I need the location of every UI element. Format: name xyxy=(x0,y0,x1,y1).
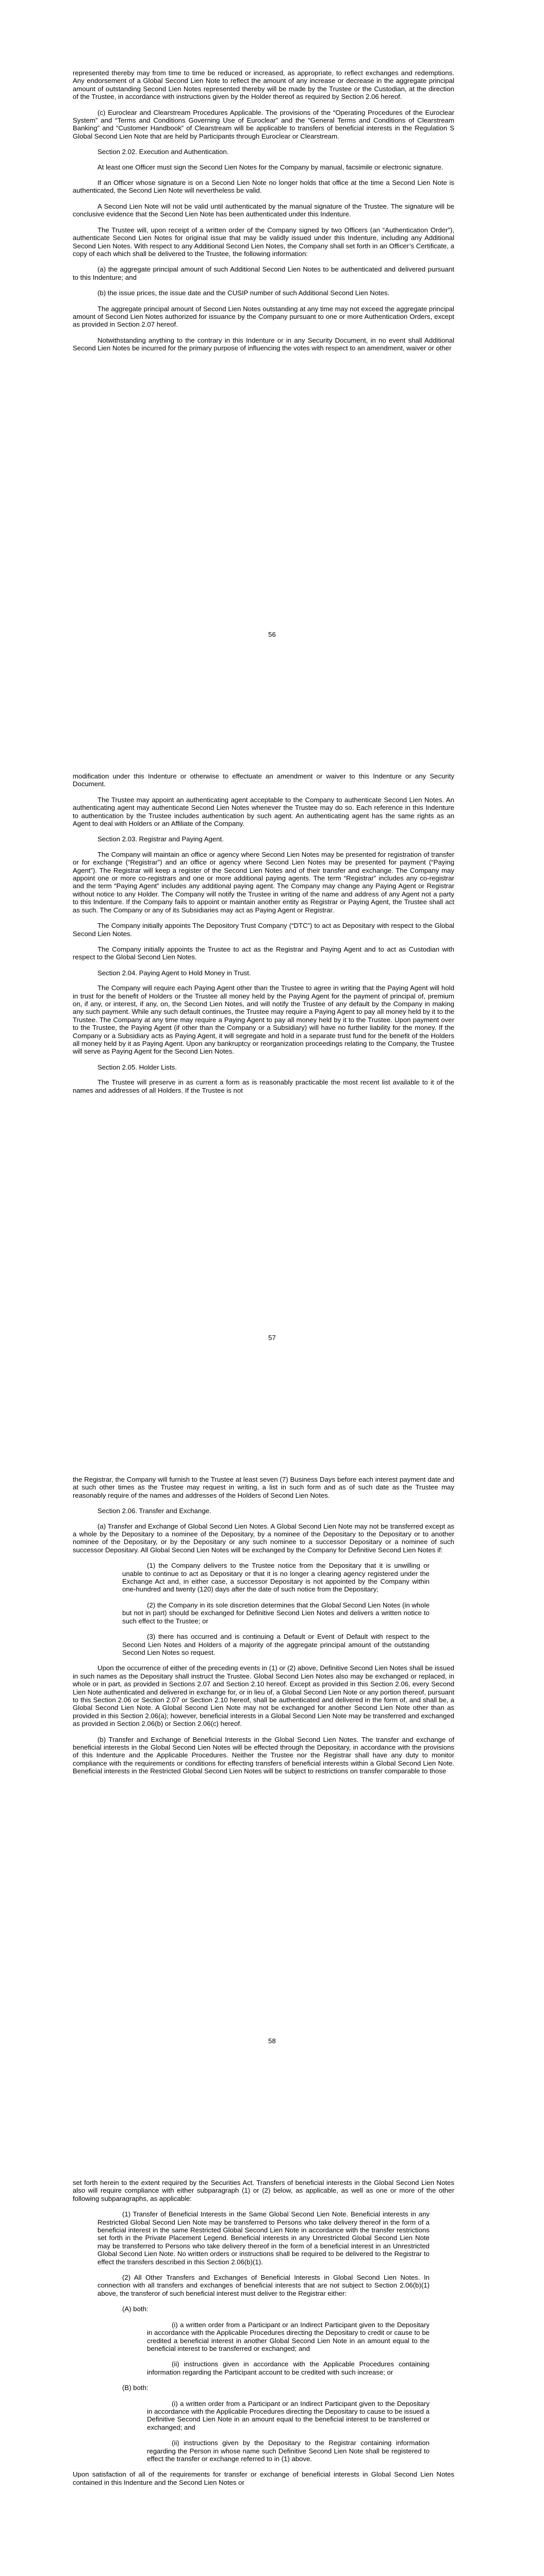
list-item: (b) the issue prices, the issue date and the CUSIP number of such Additional Second Lien Notes. xyxy=(97,289,390,297)
page-57 xyxy=(0,703,544,1406)
paragraph: The aggregate principal amount of Second Lien Notes outstanding at any time may not exceed the aggregate principal amount of Second Lien Notes authorized for issuance by the Company pursuant to one or more Authentication Orders, except as provided in Section 2.07 hereof. xyxy=(73,304,454,329)
page-59 xyxy=(0,2110,544,2576)
paragraph: (c) Euroclear and Clearstream Procedures Applicable. The provisions of the “Operating Procedures of the Euroclear System” and “Terms and Conditions Governing Use of Euroclear” and the “General Terms and Conditions of Clearstream Banking” and “Customer Handbook” of Clearstream will be applicable to transfers of beneficial interests in the Regulation S Global Second Lien Note that are held by Participants through Euroclear or Clearstream. xyxy=(73,108,454,140)
paragraph: If an Officer whose signature is on a Second Lien Note no longer holds that office at the time a Second Lien Note is authenticated, the Second Lien Note will nevertheless be valid. xyxy=(73,179,454,195)
paragraph: The Company initially appoints the Trustee to act as the Registrar and Paying Agent and to act as Custodian with respect to the Global Second Lien Notes. xyxy=(73,945,454,961)
paragraph: represented thereby may from time to time be reduced or increased, as appropriate, to reflect exchanges and redemptions. Any endorsement of a Global Second Lien Note to reflect the amount of any increase or decrease in the aggregate principal amount of outstanding Second Lien Notes represented thereby will be made by the Trustee or the Custodian, at the direction of the Trustee, in accordance with instructions given by the Holder thereof as required by Section 2.06 hereof. xyxy=(73,69,454,101)
paragraph: The Company initially appoints The Depository Trust Company (“DTC”) to act as Depositary with respect to the Global Second Lien Notes. xyxy=(73,922,454,938)
paragraph: Upon the occurrence of either of the preceding events in (1) or (2) above, Definitive Second Lien Notes shall be issued in such names as the Depositary shall instruct the Trustee. Global Second Lien Notes also may be exchanged or replaced, in whole or in part, as provided in Sections 2.07 and Section 2.10 hereof. Except as provided in this Section 2.06, every Second Lien Note authenticated and delivered in exchange for, or in lieu of, a Global Second Lien Note or any portion thereof, pursuant to this Section 2.06 or Section 2.07 or Section 2.10 hereof, shall be authenticated and delivered in the form of, and shall be, a Global Second Lien Note. A Global Second Lien Note may not be exchanged for another Second Lien Note other than as provided in this Section 2.06(a); however, beneficial interests in a Global Second Lien Note may be transferred and exchanged as provided in Section 2.06(b) or Section 2.06(c) hereof. xyxy=(73,1664,454,1728)
paragraph: The Trustee will preserve in as current a form as is reasonably practicable the most recent list available to it of the names and addresses of all Holders. If the Trustee is not xyxy=(73,1078,454,1094)
list-item: (3) there has occurred and is continuing a Default or Event of Default with respect to the Second Lien Notes and Holders of a majority of the aggregate principal amount of the outstanding Second Lien Notes so request. xyxy=(122,1633,430,1656)
paragraph: Upon satisfaction of all of the requirements for transfer or exchange of beneficial interests in Global Second Lien Notes contained in this Indenture and the Second Lien Notes or xyxy=(73,2470,454,2486)
page-number: 58 xyxy=(268,2037,276,2045)
paragraph: Notwithstanding anything to the contrary in this Indenture or in any Security Document, in no event shall Additional Second Lien Notes be incurred for the primary purpose of influencing the votes with respect to an amendment, waiver or other xyxy=(73,336,454,352)
list-item: (a) the aggregate principal amount of such Additional Second Lien Notes to be authenticated and delivered pursuant to this Indenture; and xyxy=(73,265,454,281)
page-body xyxy=(73,69,454,360)
list-label: (A) both: xyxy=(122,2305,149,2313)
paragraph: The Company will maintain an office or agency where Second Lien Notes may be presented for registration of transfer or for exchange (“Registrar”) and an office or agency where Second Lien Notes may be presented for payment (“Paying Agent”). The Registrar will keep a register of the Second Lien Notes and of their transfer and exchange. The Company may appoint one or more co-registrars and one or more additional paying agents. The term “Registrar” includes any co-registrar and the term “Paying Agent” includes any additional paying agent. The Company may change any Paying Agent or Registrar without notice to any Holder. The Company will notify the Trustee in writing of the name and address of any Agent not a party to this Indenture. If the Company fails to appoint or maintain another entity as Registrar or Paying Agent, the Trustee shall act as such. The Company or any of its Subsidiaries may act as Paying Agent or Registrar. xyxy=(73,850,454,914)
paragraph: The Company will require each Paying Agent other than the Trustee to agree in writing that the Paying Agent will hold in trust for the benefit of Holders or the Trustee all money held by the Paying Agent for the payment of principal of, premium on, if any, or interest, if any, on, the Second Lien Notes, and will notify the Trustee of any default by the Company in making any such payment. While any such default continues, the Trustee may require a Paying Agent to pay all money held by it to the Trustee. The Company at any time may require a Paying Agent to pay all money held by it to the Trustee. Upon payment over to the Trustee, the Paying Agent (if other than the Company or a Subsidiary) will have no further liability for the money. If the Company or a Subsidiary acts as Paying Agent, it will segregate and hold in a separate trust fund for the benefit of the Holders all money held by it as Paying Agent. Upon any bankruptcy or reorganization proceedings relating to the Company, the Trustee will serve as Paying Agent for the Second Lien Notes. xyxy=(73,984,454,1056)
list-item: (i) a written order from a Participant or an Indirect Participant given to the Depositary in accordance with the Applicable Procedures directing the Depositary to cause to be issued a Definitive Second Lien Note in an amount equal to the beneficial interest to be transferred or exchanged; and xyxy=(147,2399,430,2431)
page-number: 57 xyxy=(268,1334,276,1342)
list-item: (2) the Company in its sole discretion determines that the Global Second Lien Notes (in whole but not in part) should be exchanged for Definitive Second Lien Notes and delivers a written notice to such effect to the Trustee; or xyxy=(122,1601,430,1625)
page-body xyxy=(73,1476,454,1783)
paragraph: The Trustee will, upon receipt of a written order of the Company signed by two Officers (an “Authentication Order”), authenticate Second Lien Notes for original issue that may be validly issued under this Indenture, including any Additional Second Lien Notes. With respect to any Additional Second Lien Notes, the Company shall set forth in an Officer’s Certificate, a copy of each which shall be delivered to the Trustee, the following information: xyxy=(73,226,454,258)
paragraph: The Trustee may appoint an authenticating agent acceptable to the Company to authenticate Second Lien Notes. An authenticating agent may authenticate Second Lien Notes whenever the Trustee may do so. Each reference in this Indenture to authentication by the Trustee includes authentication by such agent. An authenticating agent has the same rights as an Agent to deal with Holders or an Affiliate of the Company. xyxy=(73,795,454,828)
paragraph: modification under this Indenture or otherwise to effectuate an amendment or waiver to this Indenture or any Security Document. xyxy=(73,772,454,788)
page-body xyxy=(73,772,454,1102)
paragraph: the Registrar, the Company will furnish to the Trustee at least seven (7) Business Days before each interest payment date and at such other times as the Trustee may request in writing, a list in such form and as of such date as the Trustee may reasonably require of the names and addresses of the Holders of Second Lien Notes. xyxy=(73,1476,454,1499)
page-56 xyxy=(0,0,544,703)
list-item: (ii) instructions given in accordance with the Applicable Procedures containing information regarding the Participant account to be credited with such increase; or xyxy=(147,2360,430,2376)
page-number: 56 xyxy=(268,631,276,638)
list-label: (B) both: xyxy=(122,2384,149,2392)
section-heading: Section 2.04. Paying Agent to Hold Money in Trust. xyxy=(97,969,251,977)
page-58 xyxy=(0,1406,544,2110)
paragraph: At least one Officer must sign the Second Lien Notes for the Company by manual, facsimile or electronic signature. xyxy=(97,163,443,171)
list-item: (1) Transfer of Beneficial Interests in the Same Global Second Lien Note. Beneficial interests in any Restricted Global Second Lien Note may be transferred to Persons who take delivery thereof in the form of a beneficial interest in the same Restricted Global Second Lien Note in accordance with the transfer restrictions set forth in the Private Placement Legend. Beneficial interests in any Unrestricted Global Second Lien Note may be transferred to Persons who take delivery thereof in the form of a beneficial interest in an Unrestricted Global Second Lien Note. No written orders or instructions shall be required to be delivered to the Registrar to effect the transfers described in this Section 2.06(b)(1). xyxy=(97,2210,430,2266)
section-heading: Section 2.02. Execution and Authentication. xyxy=(97,148,229,156)
page-body xyxy=(73,2179,454,2494)
section-heading: Section 2.05. Holder Lists. xyxy=(97,1063,177,1071)
paragraph: set forth herein to the extent required by the Securities Act. Transfers of beneficial interests in the Global Second Lien Notes also will require compliance with either subparagraph (1) or (2) below, as applicable, as well as one or more of the other following subparagraphs, as applicable: xyxy=(73,2179,454,2202)
list-item: (ii) instructions given by the Depositary to the Registrar containing information regarding the Person in whose name such Definitive Second Lien Note shall be registered to effect the transfer or exchange referred to in (1) above. xyxy=(147,2439,430,2463)
paragraph: (a) Transfer and Exchange of Global Second Lien Notes. A Global Second Lien Note may not be transferred except as a whole by the Depositary to a nominee of the Depositary, by a nominee of the Depositary to the Depositary or to another nominee of the Depositary, or by the Depositary or any such nominee to a successor Depositary or a nominee of such successor Depositary. All Global Second Lien Notes will be exchanged by the Company for Definitive Second Lien Notes if: xyxy=(73,1522,454,1554)
paragraph: (b) Transfer and Exchange of Beneficial Interests in the Global Second Lien Notes. The transfer and exchange of beneficial interests in the Global Second Lien Notes will be effected through the Depositary, in accordance with the provisions of this Indenture and the Applicable Procedures. Neither the Trustee nor the Registrar shall have any duty to monitor compliance with the requirements or conditions for effecting transfers of beneficial interests within a Global Second Lien Note. Beneficial interests in the Restricted Global Second Lien Notes will be subject to restrictions on transfer comparable to those xyxy=(73,1735,454,1775)
list-item: (2) All Other Transfers and Exchanges of Beneficial Interests in Global Second Lien Notes. In connection with all transfers and exchanges of beneficial interests that are not subject to Section 2.06(b)(1) above, the transferor of such beneficial interest must deliver to the Registrar either: xyxy=(97,2274,430,2297)
list-item: (1) the Company delivers to the Trustee notice from the Depositary that it is unwilling or unable to continue to act as Depositary or that it is no longer a clearing agency registered under the Exchange Act and, in either case, a successor Depositary is not appointed by the Company within one-hundred and twenty (120) days after the date of such notice from the Depositary; xyxy=(122,1562,430,1594)
list-item: (i) a written order from a Participant or an Indirect Participant given to the Depositary in accordance with the Applicable Procedures directing the Depositary to credit or cause to be credited a beneficial interest in another Global Second Lien Note in an amount equal to the beneficial interest to be transferred or exchanged; and xyxy=(147,2320,430,2352)
section-heading: Section 2.03. Registrar and Paying Agent. xyxy=(97,835,224,843)
section-heading: Section 2.06. Transfer and Exchange. xyxy=(97,1507,211,1515)
paragraph: A Second Lien Note will not be valid until authenticated by the manual signature of the Trustee. The signature will be conclusive evidence that the Second Lien Note has been authenticated under this Indenture. xyxy=(73,202,454,218)
